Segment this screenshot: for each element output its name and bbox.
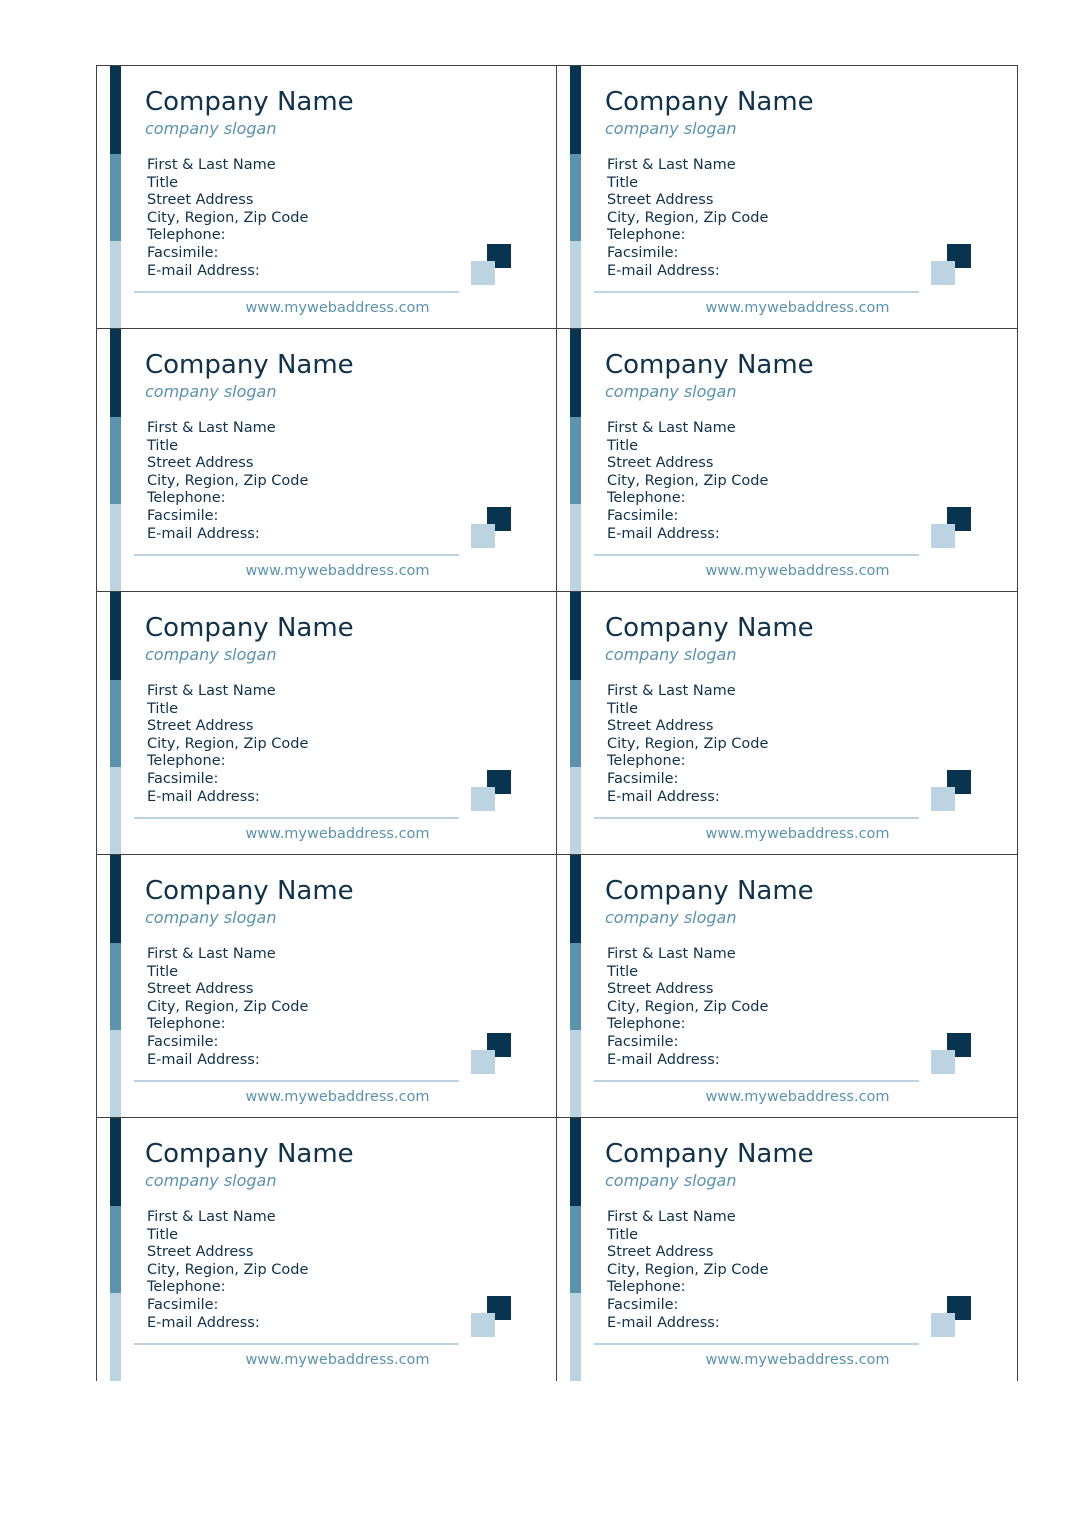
contact-name: First & Last Name (607, 683, 736, 699)
contact-details (147, 1209, 308, 1332)
contact-name: First & Last Name (607, 946, 736, 962)
contact-title: Title (607, 963, 639, 980)
company-slogan: company slogan (145, 645, 277, 664)
logo-square-light-icon (471, 261, 495, 285)
logo-square-light-icon (471, 1313, 495, 1337)
logo-square-light-icon (931, 1313, 955, 1337)
logo-square-light-icon (931, 524, 955, 548)
facsimile-label: Facsimile: (607, 507, 679, 524)
company-name: Company Name (605, 613, 814, 643)
company-slogan: company slogan (145, 1171, 277, 1190)
contact-title: Title (147, 700, 179, 717)
telephone-label: Telephone: (607, 490, 686, 507)
accent-bar-mid (110, 943, 121, 1030)
street-address: Street Address (607, 192, 714, 209)
telephone-label: Telephone: (147, 1016, 226, 1033)
company-slogan: company slogan (145, 382, 277, 401)
divider-rule (594, 1080, 919, 1082)
city-region-zip: City, Region, Zip Code (607, 998, 769, 1015)
logo-square-light-icon (931, 787, 955, 811)
accent-bar-light (570, 1030, 581, 1118)
accent-bar-mid (570, 943, 581, 1030)
city-region-zip: City, Region, Zip Code (147, 735, 309, 752)
business-card (557, 329, 1017, 592)
business-card-sheet (96, 65, 1018, 1381)
website-url: www.mywebaddress.com (705, 300, 890, 316)
street-address: Street Address (147, 981, 254, 998)
city-region-zip: City, Region, Zip Code (607, 1261, 769, 1278)
accent-bar (570, 1118, 581, 1381)
contact-name: First & Last Name (147, 1209, 276, 1225)
accent-bar-light (570, 504, 581, 592)
telephone-label: Telephone: (147, 753, 226, 770)
accent-bar-mid (570, 154, 581, 241)
contact-title: Title (607, 174, 639, 191)
company-name: Company Name (145, 613, 354, 643)
website-url: www.mywebaddress.com (705, 563, 890, 579)
company-name: Company Name (145, 876, 354, 906)
facsimile-label: Facsimile: (147, 770, 219, 787)
facsimile-label: Facsimile: (147, 1033, 219, 1050)
accent-bar-light (570, 1293, 581, 1381)
facsimile-label: Facsimile: (607, 770, 679, 787)
contact-name: First & Last Name (607, 157, 736, 173)
city-region-zip: City, Region, Zip Code (607, 735, 769, 752)
email-label: E-mail Address: (147, 1051, 260, 1068)
contact-details (147, 946, 308, 1069)
contact-title: Title (607, 437, 639, 454)
accent-bar (110, 329, 121, 591)
website-url: www.mywebaddress.com (245, 1352, 430, 1368)
telephone-label: Telephone: (147, 227, 226, 244)
contact-name: First & Last Name (147, 683, 276, 699)
accent-bar-dark (570, 855, 581, 943)
accent-bar-dark (110, 66, 121, 154)
accent-bar-dark (110, 855, 121, 943)
accent-bar-light (110, 767, 121, 855)
card-grid (96, 65, 1018, 1381)
contact-details (607, 157, 768, 280)
company-slogan: company slogan (605, 908, 737, 927)
contact-name: First & Last Name (607, 420, 736, 436)
facsimile-label: Facsimile: (147, 1296, 219, 1313)
website-url: www.mywebaddress.com (705, 826, 890, 842)
business-card (557, 66, 1017, 329)
website-url: www.mywebaddress.com (705, 1089, 890, 1105)
telephone-label: Telephone: (607, 1279, 686, 1296)
telephone-label: Telephone: (607, 753, 686, 770)
accent-bar (570, 66, 581, 328)
contact-details (607, 420, 768, 543)
telephone-label: Telephone: (147, 1279, 226, 1296)
email-label: E-mail Address: (147, 262, 260, 279)
accent-bar-light (110, 1030, 121, 1118)
email-label: E-mail Address: (607, 262, 720, 279)
divider-rule (134, 1343, 459, 1345)
company-name: Company Name (145, 1139, 354, 1169)
contact-title: Title (147, 437, 179, 454)
city-region-zip: City, Region, Zip Code (147, 998, 309, 1015)
street-address: Street Address (147, 1244, 254, 1261)
street-address: Street Address (607, 1244, 714, 1261)
accent-bar (110, 592, 121, 854)
business-card (97, 329, 557, 592)
company-slogan: company slogan (605, 382, 737, 401)
contact-title: Title (147, 963, 179, 980)
divider-rule (134, 1080, 459, 1082)
accent-bar (570, 592, 581, 854)
accent-bar-mid (570, 417, 581, 504)
street-address: Street Address (607, 981, 714, 998)
logo-square-light-icon (471, 524, 495, 548)
website-url: www.mywebaddress.com (245, 563, 430, 579)
logo-square-light-icon (471, 787, 495, 811)
accent-bar-mid (110, 417, 121, 504)
company-name: Company Name (145, 87, 354, 117)
email-label: E-mail Address: (607, 1314, 720, 1331)
city-region-zip: City, Region, Zip Code (607, 209, 769, 226)
accent-bar (570, 855, 581, 1117)
facsimile-label: Facsimile: (147, 507, 219, 524)
email-label: E-mail Address: (147, 525, 260, 542)
website-url: www.mywebaddress.com (705, 1352, 890, 1368)
facsimile-label: Facsimile: (607, 244, 679, 261)
accent-bar (570, 329, 581, 591)
business-card (97, 1118, 557, 1381)
company-name: Company Name (605, 87, 814, 117)
website-url: www.mywebaddress.com (245, 826, 430, 842)
website-url: www.mywebaddress.com (245, 1089, 430, 1105)
city-region-zip: City, Region, Zip Code (147, 209, 309, 226)
divider-rule (134, 291, 459, 293)
business-card (97, 855, 557, 1118)
contact-title: Title (607, 1226, 639, 1243)
company-slogan: company slogan (605, 1171, 737, 1190)
street-address: Street Address (147, 455, 254, 472)
accent-bar-mid (110, 1206, 121, 1293)
facsimile-label: Facsimile: (147, 244, 219, 261)
email-label: E-mail Address: (607, 1051, 720, 1068)
divider-rule (134, 817, 459, 819)
city-region-zip: City, Region, Zip Code (147, 472, 309, 489)
logo-square-light-icon (471, 1050, 495, 1074)
contact-details (147, 420, 308, 543)
contact-details (147, 157, 308, 280)
contact-details (147, 683, 308, 806)
accent-bar (110, 855, 121, 1117)
contact-title: Title (147, 1226, 179, 1243)
company-name: Company Name (145, 350, 354, 380)
email-label: E-mail Address: (147, 1314, 260, 1331)
accent-bar-light (570, 241, 581, 329)
city-region-zip: City, Region, Zip Code (147, 1261, 309, 1278)
company-slogan: company slogan (145, 908, 277, 927)
accent-bar-dark (570, 1118, 581, 1206)
accent-bar-dark (110, 1118, 121, 1206)
company-name: Company Name (605, 876, 814, 906)
contact-title: Title (147, 174, 179, 191)
street-address: Street Address (147, 718, 254, 735)
street-address: Street Address (147, 192, 254, 209)
company-name: Company Name (605, 350, 814, 380)
accent-bar-light (570, 767, 581, 855)
logo-square-light-icon (931, 1050, 955, 1074)
city-region-zip: City, Region, Zip Code (607, 472, 769, 489)
divider-rule (594, 291, 919, 293)
email-label: E-mail Address: (607, 525, 720, 542)
divider-rule (594, 1343, 919, 1345)
accent-bar-mid (570, 680, 581, 767)
accent-bar-light (110, 1293, 121, 1381)
facsimile-label: Facsimile: (607, 1033, 679, 1050)
business-card (557, 592, 1017, 855)
contact-details (607, 946, 768, 1069)
accent-bar-dark (570, 592, 581, 680)
accent-bar-light (110, 504, 121, 592)
logo-square-light-icon (931, 261, 955, 285)
company-slogan: company slogan (605, 645, 737, 664)
street-address: Street Address (607, 718, 714, 735)
contact-name: First & Last Name (147, 420, 276, 436)
divider-rule (594, 554, 919, 556)
divider-rule (594, 817, 919, 819)
accent-bar-dark (110, 592, 121, 680)
accent-bar-mid (110, 154, 121, 241)
business-card (97, 592, 557, 855)
telephone-label: Telephone: (607, 227, 686, 244)
accent-bar (110, 1118, 121, 1381)
contact-name: First & Last Name (607, 1209, 736, 1225)
accent-bar-dark (110, 329, 121, 417)
accent-bar (110, 66, 121, 328)
business-card (557, 855, 1017, 1118)
accent-bar-mid (570, 1206, 581, 1293)
contact-details (607, 1209, 768, 1332)
contact-title: Title (607, 700, 639, 717)
website-url: www.mywebaddress.com (245, 300, 430, 316)
contact-name: First & Last Name (147, 157, 276, 173)
business-card (97, 66, 557, 329)
company-slogan: company slogan (145, 119, 277, 138)
accent-bar-dark (570, 66, 581, 154)
contact-name: First & Last Name (147, 946, 276, 962)
telephone-label: Telephone: (607, 1016, 686, 1033)
accent-bar-mid (110, 680, 121, 767)
contact-details (607, 683, 768, 806)
divider-rule (134, 554, 459, 556)
accent-bar-dark (570, 329, 581, 417)
accent-bar-light (110, 241, 121, 329)
business-card (557, 1118, 1017, 1381)
company-name: Company Name (605, 1139, 814, 1169)
company-slogan: company slogan (605, 119, 737, 138)
email-label: E-mail Address: (147, 788, 260, 805)
street-address: Street Address (607, 455, 714, 472)
email-label: E-mail Address: (607, 788, 720, 805)
facsimile-label: Facsimile: (607, 1296, 679, 1313)
telephone-label: Telephone: (147, 490, 226, 507)
